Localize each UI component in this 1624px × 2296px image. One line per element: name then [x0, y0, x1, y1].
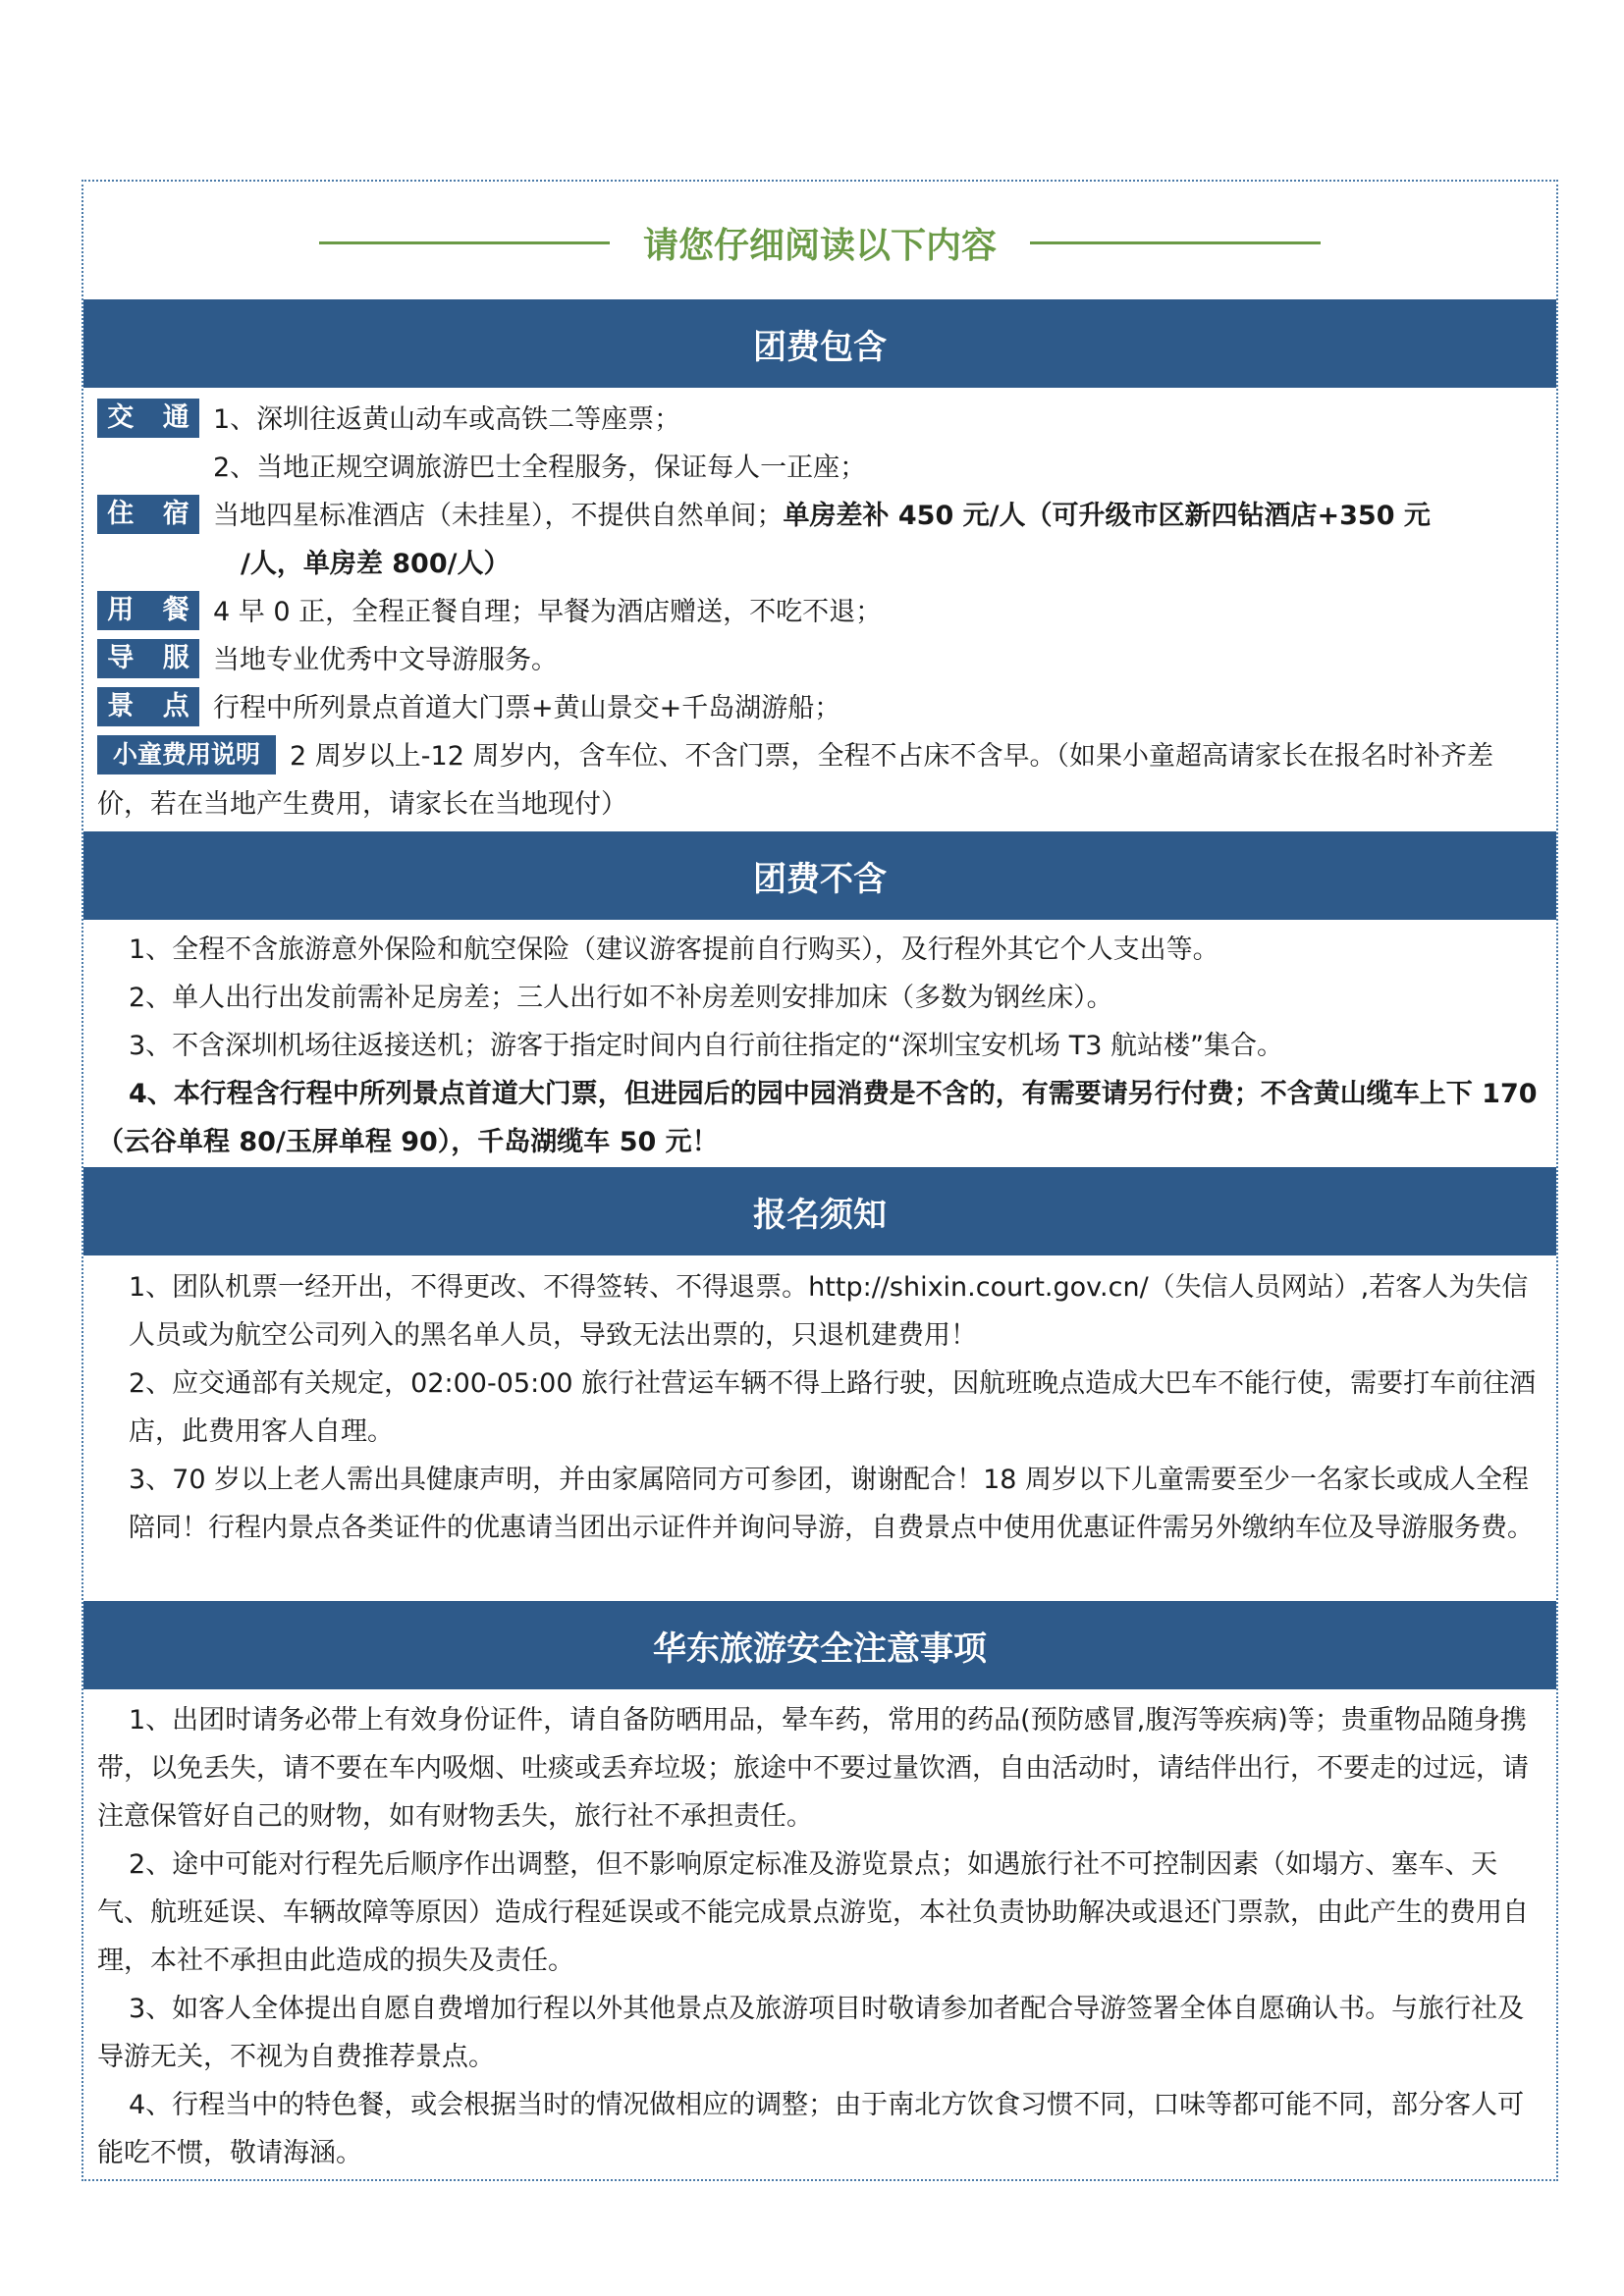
guide-tag: 导 服	[97, 639, 199, 678]
child-tag: 小童费用说明	[97, 735, 276, 774]
hotel-single-supplement: 单房差补 450 元/人（可升级市区新四钻酒店+350 元	[783, 501, 1431, 531]
transport-tag: 交 通	[97, 399, 199, 438]
signup-item-1: 1、团队机票一经开出，不得更改、不得签转、不得退票。http://shixin.court.gov.cn/（失信人员网站）,若客人为失信人员或为航空公司列入的黑名单人员，导致无法出票的，只退机建费用！	[129, 1272, 1529, 1351]
section-header-signup: 报名须知	[83, 1167, 1556, 1255]
hotel-row	[97, 492, 1543, 540]
safety-item-3: 3、如客人全体提出自愿自费增加行程以外其他景点及旅游项目时敬请参加者配合导游签署全体自愿确认书。与旅行社及导游无关，不视为自费推荐景点。	[97, 1994, 1525, 2072]
transport-row-2	[97, 444, 1543, 492]
page-title: 请您仔细阅读以下内容	[642, 225, 997, 266]
hotel-single-supplement-cont: /人，单房差 800/人）	[241, 549, 511, 579]
child-row	[97, 732, 1543, 828]
spot-tag: 景 点	[97, 687, 199, 726]
safety-content	[97, 1696, 1543, 2177]
document-frame	[81, 180, 1558, 2181]
spot-text: 行程中所列景点首道大门票+黄山景交+千岛湖游船；	[213, 693, 841, 723]
signup-content	[97, 1263, 1543, 1552]
signup-item-2: 2、应交通部有关规定，02:00-05:00 旅行社营运车辆不得上路行驶，因航班晚点造成大巴车不能行使，需要打车前往酒店，此费用客人自理。	[129, 1368, 1537, 1447]
heading-right-rule	[1030, 241, 1321, 244]
hotel-row-2	[97, 540, 1543, 588]
excluded-item-4: 4、本行程含行程中所列景点首道大门票，但进园后的园中园消费是不含的，有需要请另行付费；不含黄山缆车上下 170（云谷单程 80/玉屏单程 90），千岛湖缆车 50 元！	[97, 1079, 1538, 1157]
transport-item-1: 1、深圳往返黄山动车或高铁二等座票；	[213, 404, 681, 435]
excluded-item-1: 1、全程不含旅游意外保险和航空保险（建议游客提前自行购买），及行程外其它个人支出等。	[129, 934, 1219, 965]
hotel-tag: 住 宿	[97, 495, 199, 534]
section-header-safety: 华东旅游安全注意事项	[83, 1601, 1556, 1689]
safety-item-1: 1、出团时请务必带上有效身份证件，请自备防晒用品，晕车药，常用的药品(预防感冒,腹泻等疾病)等；贵重物品随身携带，以免丢失，请不要在车内吸烟、吐痰或丢弃垃圾；旅途中不要过量饮酒，自由活动时，请结伴出行，不要走的过远，请注意保管好自己的财物，如有财物丢失，旅行社不承担责任。	[97, 1705, 1529, 1832]
section-header-included: 团费包含	[83, 299, 1556, 388]
section-header-excluded: 团费不含	[83, 831, 1556, 920]
child-text: 2 周岁以上-12 周岁内，含车位、不含门票，全程不占床不含早。（如果小童超高请家长在报名时补齐差价，若在当地产生费用，请家长在当地现付）	[97, 741, 1493, 820]
guide-text: 当地专业优秀中文导游服务。	[213, 645, 558, 675]
excluded-item-2: 2、单人出行出发前需补足房差；三人出行如不补房差则安排加床（多数为钢丝床）。	[129, 983, 1113, 1013]
excluded-content	[97, 926, 1543, 1166]
meal-tag: 用 餐	[97, 591, 199, 630]
safety-item-2: 2、途中可能对行程先后顺序作出调整，但不影响原定标准及游览景点；如遇旅行社不可控制因素（如塌方、塞车、天气、航班延误、车辆故障等原因）造成行程延误或不能完成景点游览，本社负责协助解决或退还门票款，由此产生的费用自理，本社不承担由此造成的损失及责任。	[97, 1849, 1529, 1976]
guide-row	[97, 636, 1543, 684]
meal-text: 4 早 0 正，全程正餐自理；早餐为酒店赠送，不吃不退；	[213, 597, 883, 627]
heading-left-rule	[319, 241, 610, 244]
meal-row	[97, 588, 1543, 636]
excluded-item-3: 3、不含深圳机场往返接送机；游客于指定时间内自行前往指定的“深圳宝安机场 T3 航站楼”集合。	[129, 1031, 1283, 1061]
spot-row	[97, 684, 1543, 732]
page-heading	[83, 213, 1556, 272]
safety-item-4: 4、行程当中的特色餐，或会根据当时的情况做相应的调整；由于南北方饮食习惯不同，口味等都可能不同，部分客人可能吃不惯，敬请海涵。	[97, 2090, 1525, 2168]
transport-row	[97, 396, 1543, 444]
hotel-text: 当地四星标准酒店（未挂星），不提供自然单间；	[213, 501, 784, 531]
transport-item-2: 2、当地正规空调旅游巴士全程服务，保证每人一正座；	[213, 453, 867, 483]
signup-item-3: 3、70 岁以上老人需出具健康声明，并由家属陪同方可参团，谢谢配合！18 周岁以下儿童需要至少一名家长或成人全程陪同！行程内景点各类证件的优惠请当团出示证件并询问导游，自费景点中使用优惠证件需另外缴纳车位及导游服务费。	[129, 1465, 1534, 1543]
included-content	[97, 396, 1543, 828]
